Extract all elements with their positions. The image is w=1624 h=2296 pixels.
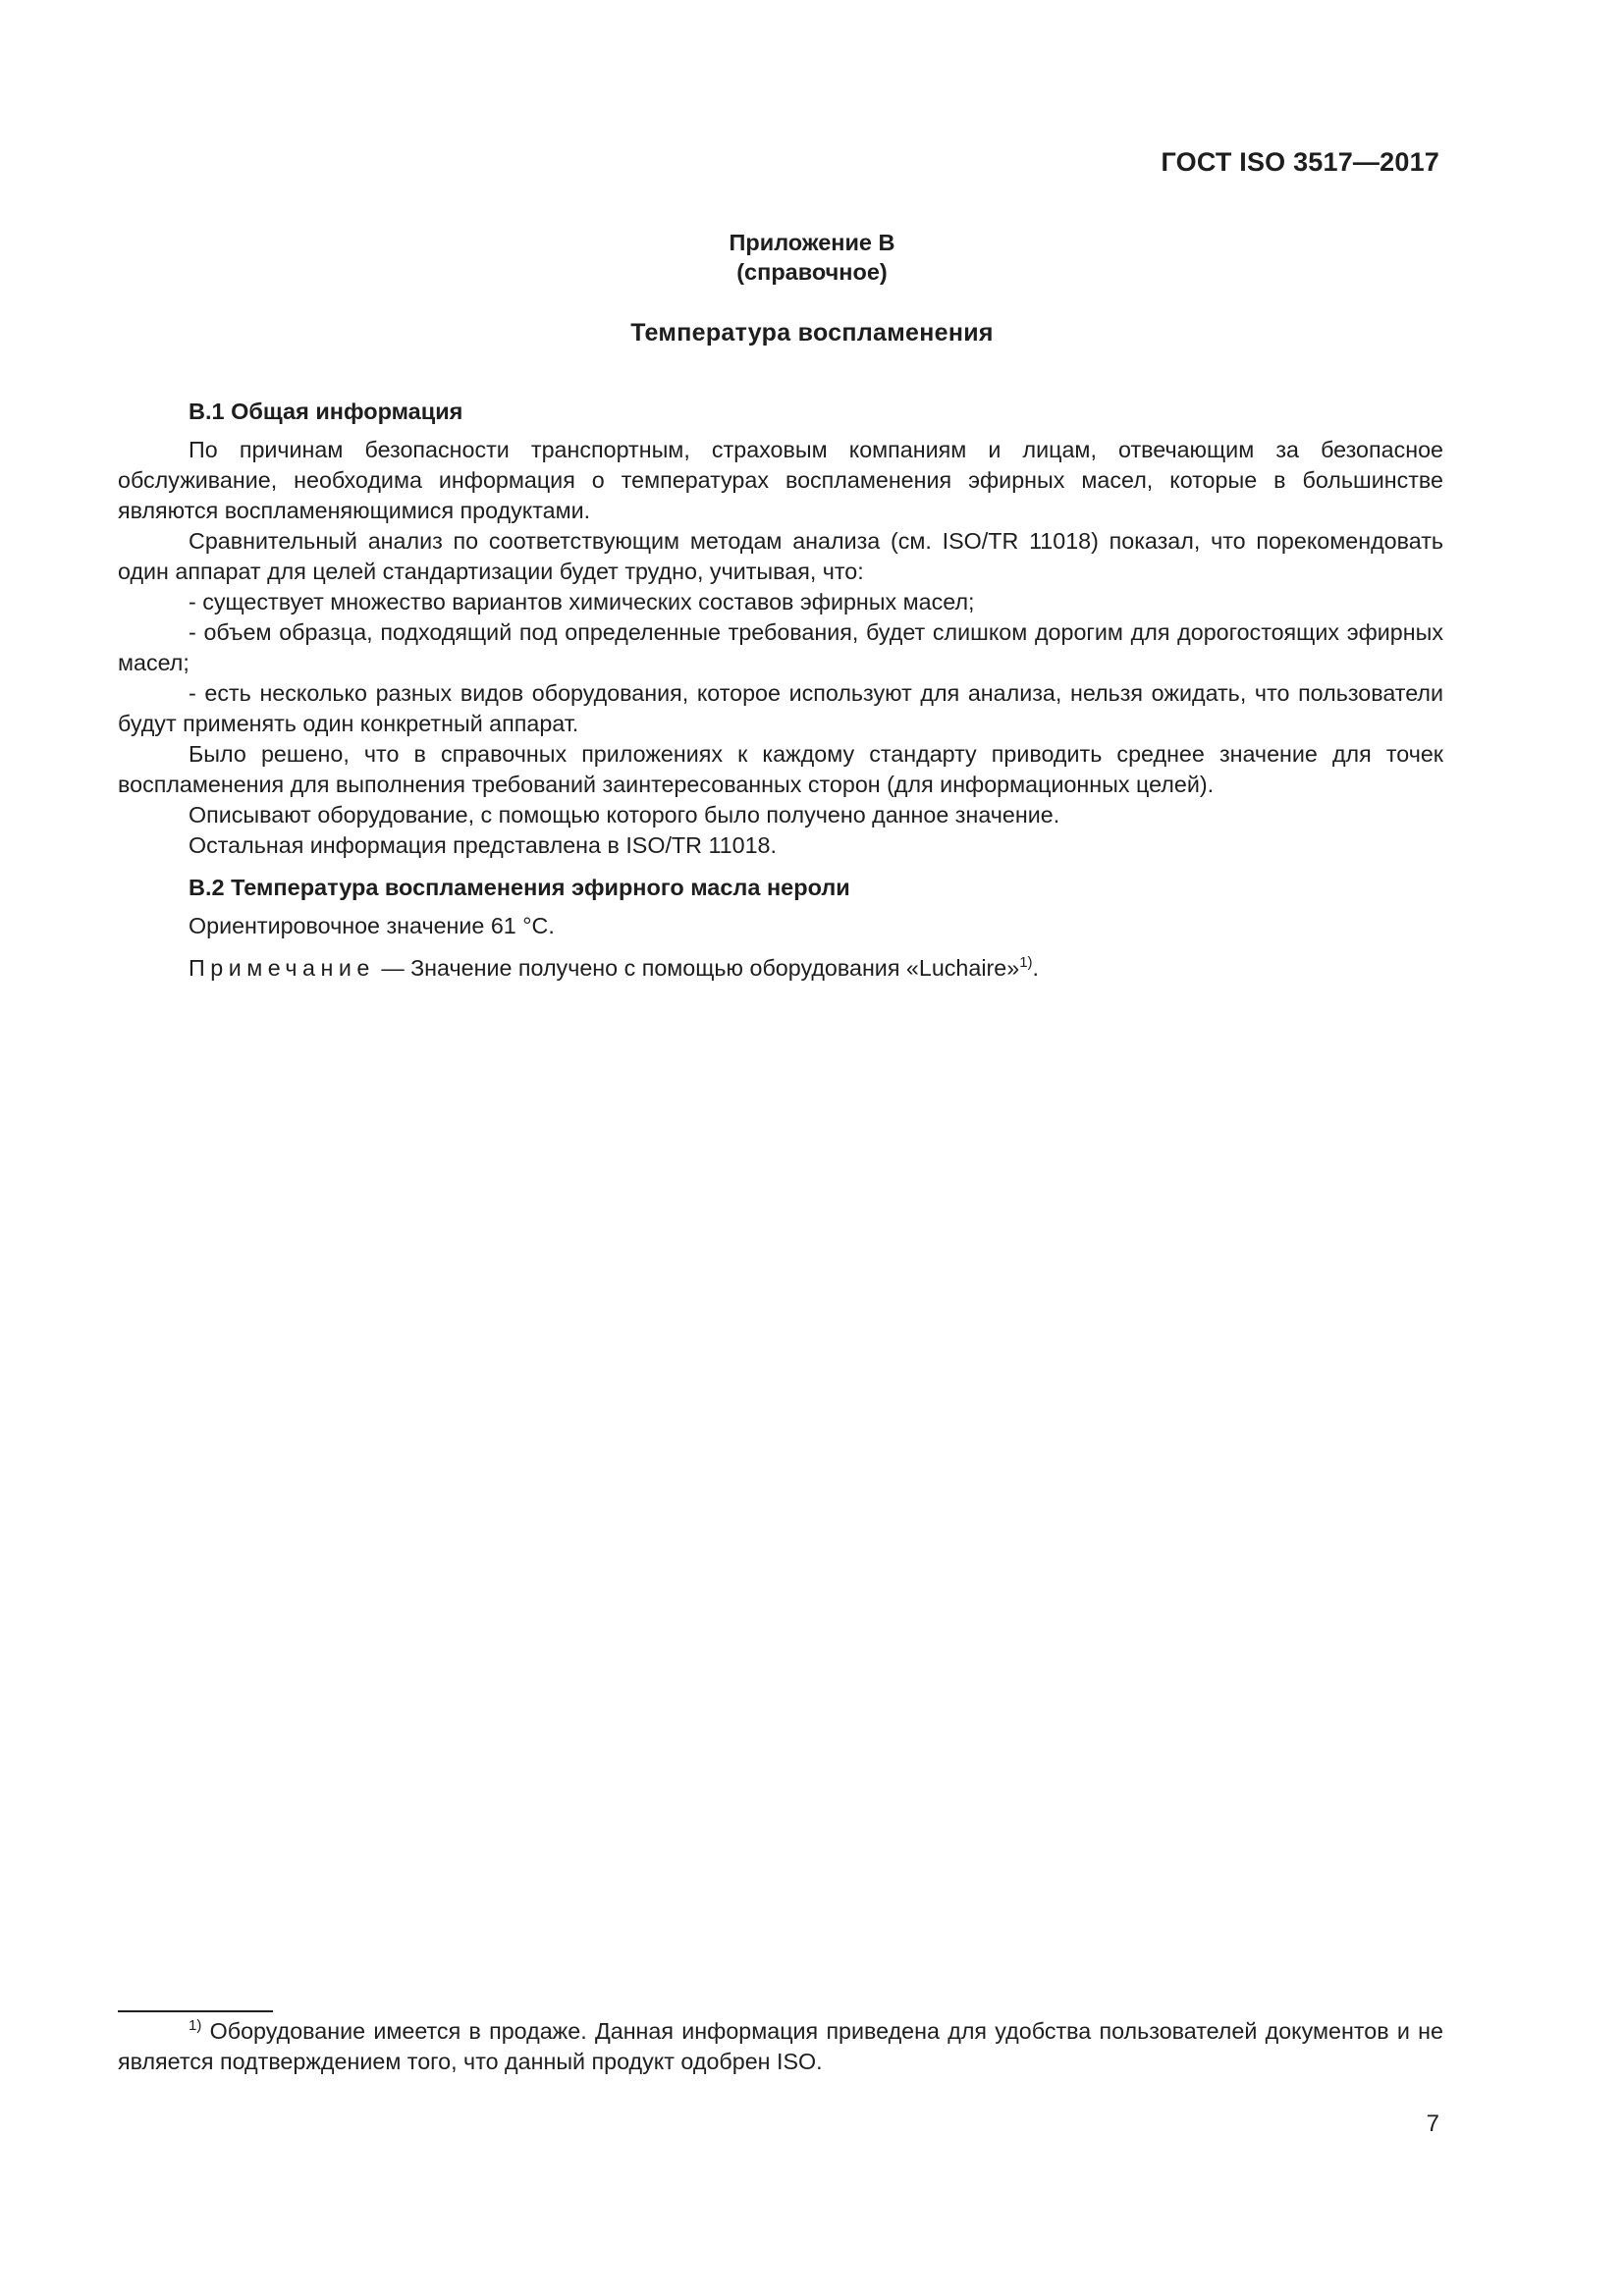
note-text: — Значение получено с помощью оборудования «Luchaire» [374, 955, 1020, 981]
appendix-heading: Температура воспламенения [630, 319, 994, 347]
section-b1-heading: В.1 Общая информация [189, 399, 463, 424]
footnote-divider [118, 2010, 273, 2012]
paragraph: Сравнительный анализ по соответствующим методам анализа (см. ISO/TR 11018) показал, что порекомендовать один аппарат для целей стандартизации будет трудно, учитывая, что: [118, 528, 1443, 584]
paragraph: Остальная информация представлена в ISO/TR 11018. [189, 832, 777, 858]
note-paragraph [118, 953, 1443, 984]
appendix-title-line1: Приложение В [729, 230, 895, 255]
note-end: . [1032, 955, 1040, 981]
paragraph: Было решено, что в справочных приложениях к каждому стандарту приводить среднее значение для точек воспламенения для выполнения требований заинтересованных сторон (для информационных целей). [118, 741, 1443, 797]
note-label: Примечание [189, 955, 375, 981]
page-number: 7 [1426, 2110, 1439, 2137]
document-code: ГОСТ ISO 3517—2017 [1161, 147, 1439, 177]
value-paragraph: Ориентировочное значение 61 °C. [189, 913, 555, 938]
footnote-marker: 1) [189, 2017, 202, 2034]
document-body [118, 397, 1443, 984]
footnote [118, 2016, 1443, 2077]
list-item: - объем образца, подходящий под определенные требования, будет слишком дорогим для дорогостоящих эфирных масел; [118, 619, 1443, 675]
list-item: - есть несколько разных видов оборудования, которое используют для анализа, нельзя ожидать, что пользователи будут применять один конкретный аппарат. [118, 680, 1443, 736]
appendix-title-line2: (справочное) [736, 259, 888, 285]
list-item: - существует множество вариантов химических составов эфирных масел; [189, 589, 975, 614]
footnote-text: Оборудование имеется в продаже. Данная информация приведена для удобства пользователей документов и не является подтверждением того, что данный продукт одобрен ISO. [118, 2018, 1443, 2074]
paragraph: Описывают оборудование, с помощью которого было получено данное значение. [189, 802, 1060, 828]
appendix-title [0, 228, 1624, 287]
footnote-reference: 1) [1019, 954, 1033, 971]
paragraph: По причинам безопасности транспортным, страховым компаниям и лицам, отвечающим за безопасное обслуживание, необходима информация о температурах воспламенения эфирных масел, которые в большинстве являются воспламеняющимися продуктами. [118, 437, 1443, 523]
section-b2-heading: В.2 Температура воспламенения эфирного масла нероли [189, 875, 850, 900]
